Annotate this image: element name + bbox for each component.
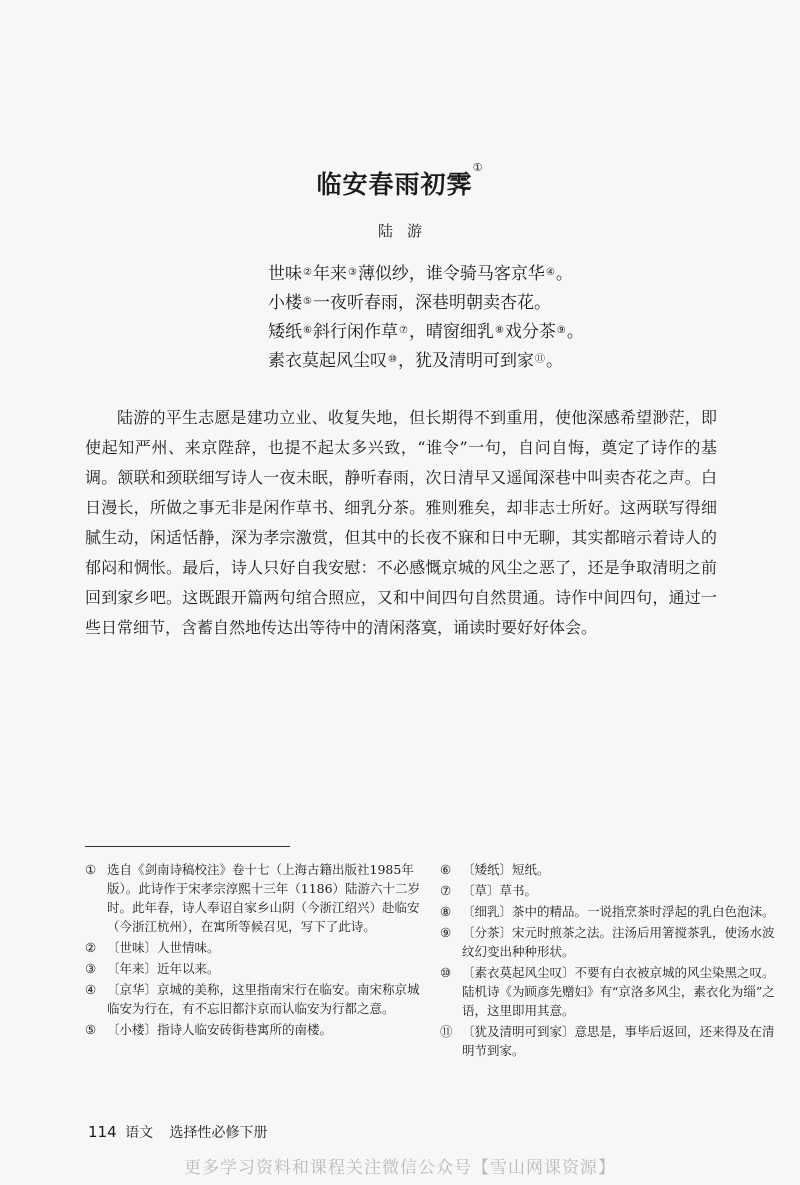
poem-line: 素衣莫起风尘叹⑩，犹及清明可到家⑪。 <box>268 351 563 371</box>
commentary-paragraph: 陆游的平生志愿是建功立业、收复失地，但长期得不到重用，使他深感希望渺茫，即使起知严州、来京陛辞，也提不起太多兴致，“谁令”一句，自问自悔，奠定了诗作的基调。颔联和颈联细写诗人一夜未眠，静听春雨，次日清早又遥闻深巷中叫卖杏花之声。白日漫长，所做之事无非是闲作草书、细乳分茶。雅则雅矣，却非志士所好。这两联写得细腻生动，闲适恬静，深为孝宗激赏，但其中的长夜不寐和日中无聊，其实都暗示着诗人的郁闷和惆怅。最后，诗人只好自我安慰：不必感慨京城的风尘之恶了，还是争取清明之前回到家乡吧。这既跟开篇两句绾合照应，又和中间四句自然贯通。诗作中间四句，通过一些日常细节，含蓄自然地传达出等待中的清闲落寞，诵读时要好好体会。 <box>85 408 717 637</box>
footnote: ⑥ 〔矮纸〕短纸。 <box>440 862 550 877</box>
footnote: ⑩ 〔素衣莫起风尘叹〕不要有白衣被京城的风尘染黑之叹。陆机诗《为顾彦先赠妇》有“京洛多风尘，素衣化为缁”之语，这里即用其意。 <box>440 965 775 1018</box>
footnote: ④ 〔京华〕京城的美称，这里指南宋行在临安。南宋称京城临安为行在，有不忘旧都汴京而认临安为行都之意。 <box>85 982 420 1016</box>
footnote: ② 〔世味〕人世情味。 <box>85 940 220 955</box>
author: 陆游 <box>377 222 436 240</box>
footnote: ⑨ 〔分茶〕宋元时煎茶之法。注汤后用箸搅茶乳，使汤水波纹幻变出种种形状。 <box>440 925 775 959</box>
poem-title: 临安春雨初霁① <box>316 161 484 199</box>
poem-line: 世味②年来③薄似纱，谁令骑马客京华④。 <box>268 264 573 284</box>
footnote-divider <box>85 846 290 847</box>
footnote: ⑧ 〔细乳〕茶中的精品。一说指烹茶时浮起的乳白色泡沫。 <box>440 904 775 919</box>
poem-line: 小楼⑤一夜听春雨，深巷明朝卖杏花。 <box>268 293 551 313</box>
title-footnote-marker: ① <box>472 161 484 174</box>
poem-body <box>268 260 584 376</box>
footnote: ① 选自《剑南诗稿校注》卷十七（上海古籍出版社1985年版）。此诗作于宋孝宗淳熙十三年（1186）陆游六十二岁时。此年春，诗人奉诏自家乡山阴（今浙江绍兴）赴临安（今浙江杭州），在寓所等候召见，写下了此诗。 <box>85 862 421 934</box>
footnote: ⑦ 〔草〕草书。 <box>440 883 538 898</box>
subject-label: 语文 <box>125 1125 154 1141</box>
footnote: ③ 〔年来〕近年以来。 <box>85 961 220 976</box>
watermark: 更多学习资料和课程关注微信公众号【雪山网课资源】 <box>184 1158 616 1178</box>
page-footer <box>88 1122 268 1142</box>
footnotes-right-column <box>440 860 780 1062</box>
footnote: ⑤ 〔小楼〕指诗人临安砖街巷寓所的南楼。 <box>85 1022 333 1037</box>
poem-line: 矮纸⑥斜行闲作草⑦，晴窗细乳⑧戏分茶⑨。 <box>268 322 584 342</box>
page-number: 114 <box>88 1123 117 1141</box>
book-label: 选择性必修下册 <box>169 1125 268 1141</box>
footnote: ⑪ 〔犹及清明可到家〕意思是，事毕后返回，还来得及在清明节到家。 <box>440 1024 775 1058</box>
footnotes-left-column <box>85 860 425 1041</box>
